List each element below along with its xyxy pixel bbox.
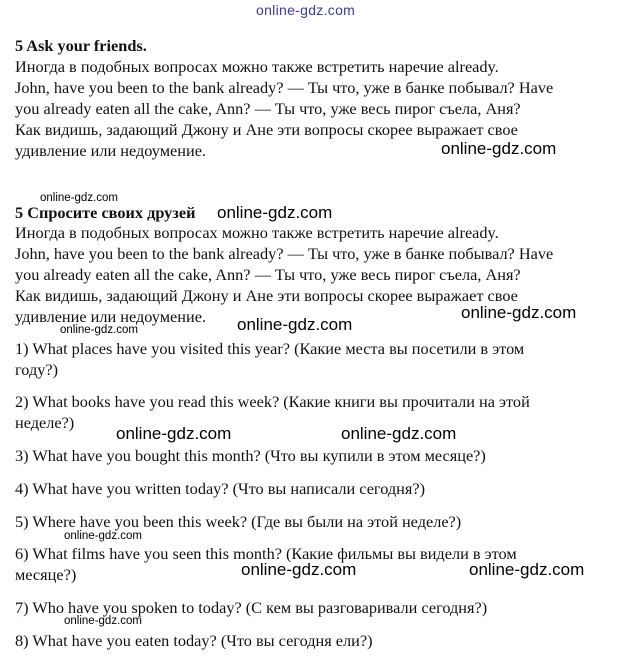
question-8 <box>15 630 625 651</box>
watermark: online-gdz.com <box>469 560 585 579</box>
question-text: 8) What have you eaten today? (Что вы сегодня ели?) <box>15 631 373 650</box>
section2-title: 5 Спросите своих друзей <box>15 203 196 222</box>
section2-line: Иногда в подобных вопросах можно также встретить наречие already. <box>15 223 499 242</box>
watermark: online-gdz.com <box>341 424 457 443</box>
watermark: online-gdz.com <box>461 303 577 322</box>
section2-line: you already eaten all the cake, Ann? — Ты что, уже весь пирог съела, Аня? <box>15 265 521 284</box>
section2-line: Как видишь, задающий Джону и Ане эти вопросы скорее выражает свое <box>15 286 518 305</box>
watermark: online-gdz.com <box>237 315 353 334</box>
question-text: году?) <box>15 360 59 379</box>
section2-line: John, have you been to the bank already? — Ты что, уже в банке побывал? Have <box>15 244 554 263</box>
section2-line: удивление или недоумение. <box>15 307 206 326</box>
question-text: месяце?) <box>15 565 77 584</box>
watermark: online-gdz.com <box>64 530 142 542</box>
question-text: 4) What have you written today? (Что вы написали сегодня?) <box>15 479 426 498</box>
watermark: online-gdz.com <box>40 192 118 204</box>
question-text: неделе?) <box>15 413 75 432</box>
section1-line: Иногда в подобных вопросах можно также встретить наречие already. <box>15 57 499 76</box>
section1-line: удивление или недоумение. <box>15 141 206 160</box>
question-text: 2) What books have you read this week? (Какие книги вы прочитали на этой <box>15 392 530 411</box>
question-text: 6) What films have you seen this month? (Какие фильмы вы видели в этом <box>15 544 517 563</box>
question-1 <box>15 338 625 380</box>
section1-line: John, have you been to the bank already? — Ты что, уже в банке побывал? Have <box>15 78 554 97</box>
watermark: online-gdz.com <box>441 139 557 158</box>
question-text: 5) Where have you been this week? (Где вы были на этой неделе?) <box>15 512 462 531</box>
watermark: online-gdz.com <box>241 560 357 579</box>
watermark: online-gdz.com <box>64 615 142 627</box>
watermark: online-gdz.com <box>116 424 232 443</box>
section1-line: you already eaten all the cake, Ann? — Ты что, уже весь пирог съела, Аня? <box>15 99 521 118</box>
section1-title: 5 Ask your friends. <box>15 36 147 55</box>
question-text: 7) Who have you spoken to today? (С кем вы разговаривали сегодня?) <box>15 598 488 617</box>
question-3 <box>15 445 625 466</box>
question-2 <box>15 391 625 433</box>
question-text: 3) What have you bought this month? (Что вы купили в этом месяце?) <box>15 446 486 465</box>
question-text: 1) What places have you visited this year? (Какие места вы посетили в этом <box>15 339 525 358</box>
watermark: online-gdz.com <box>60 324 138 336</box>
watermark-top: online-gdz.com <box>256 2 356 18</box>
section1-line: Как видишь, задающий Джону и Ане эти вопросы скорее выражает свое <box>15 120 518 139</box>
question-5 <box>15 511 625 532</box>
question-4 <box>15 478 625 499</box>
watermark: online-gdz.com <box>217 203 333 222</box>
